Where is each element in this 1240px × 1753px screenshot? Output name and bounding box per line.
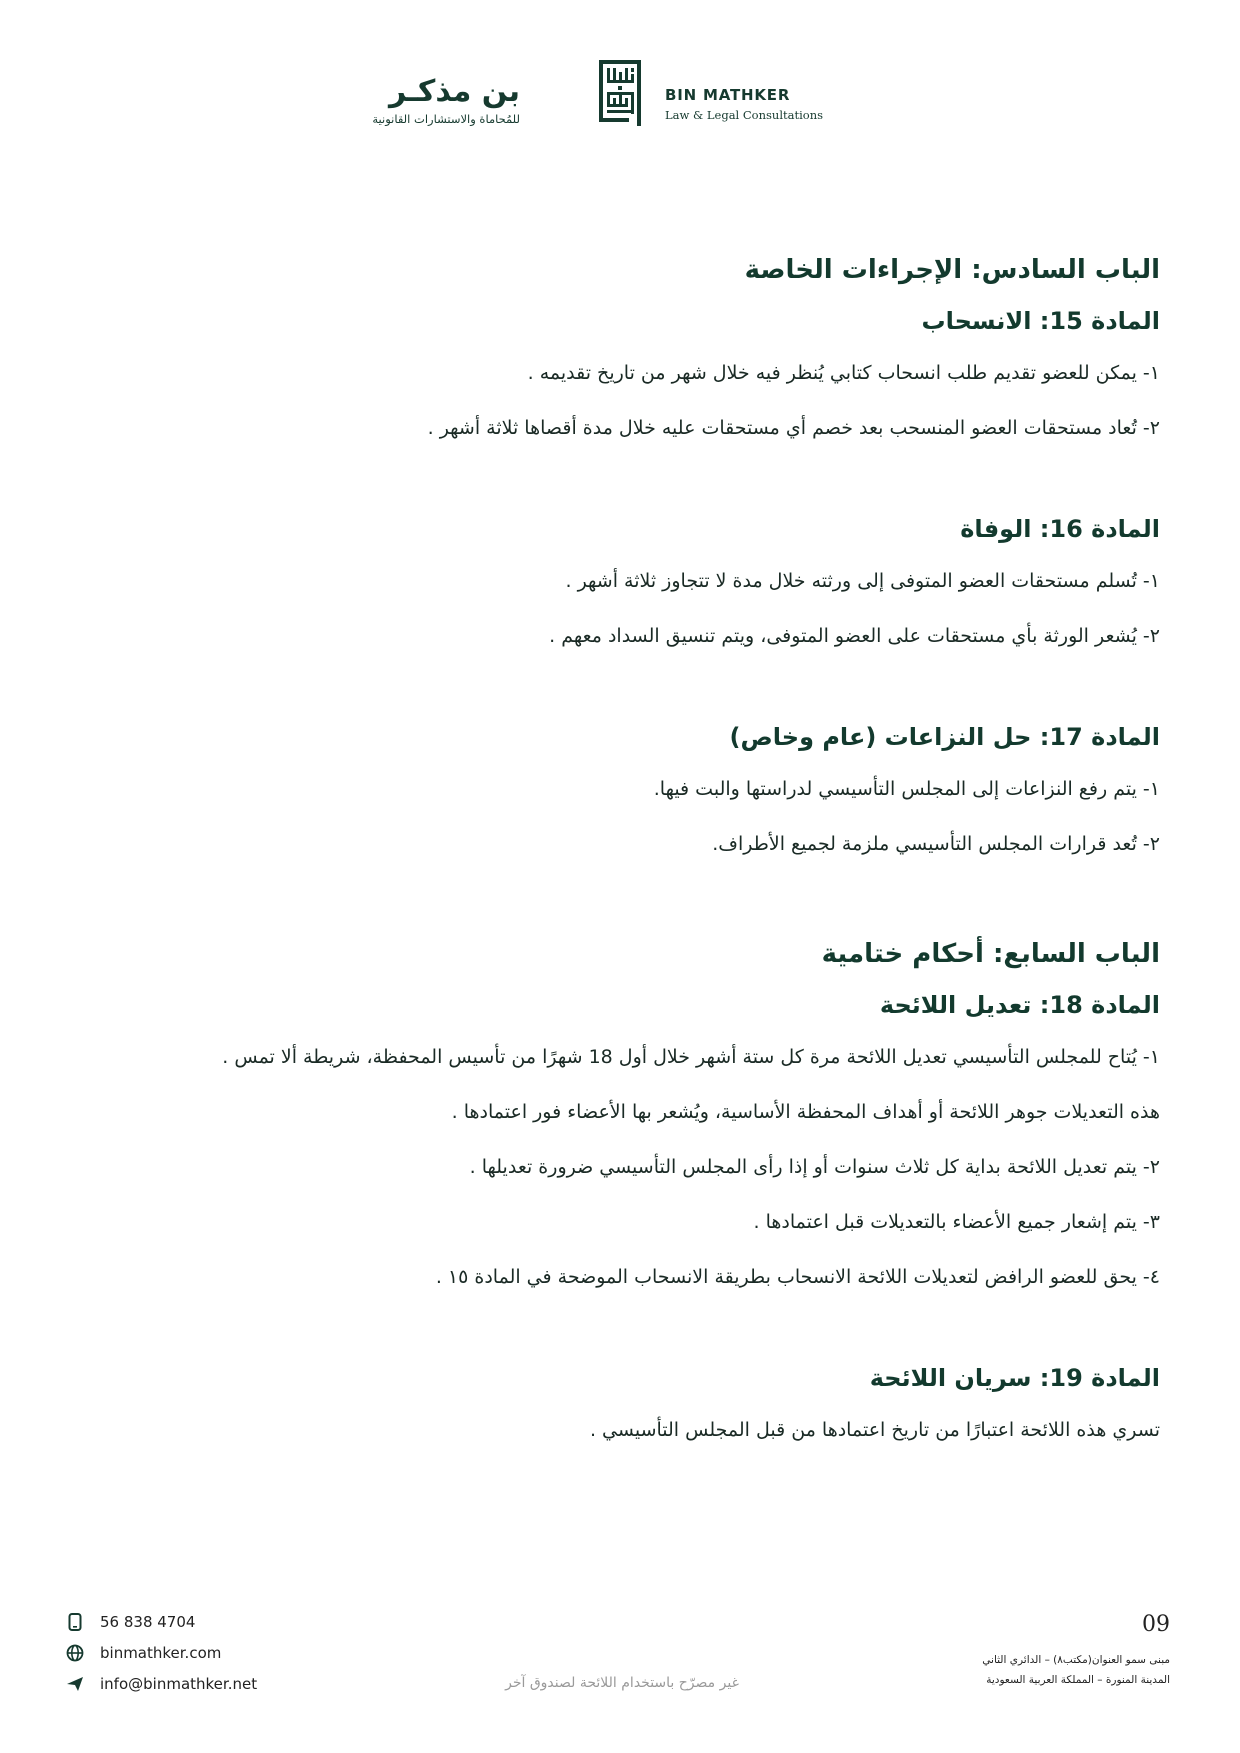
phone-number[interactable]: 56 838 4704 bbox=[100, 1612, 196, 1631]
page-number: 09 bbox=[1142, 1612, 1170, 1637]
chapter-7-title: الباب السابع: أحكام ختامية bbox=[821, 939, 1160, 969]
article-16-clause-2: ٢- يُشعر الورثة بأي مستحقات على العضو المتوفى، ويتم تنسيق السداد معهم . bbox=[549, 625, 1160, 647]
article-17-clause-1: ١- يتم رفع النزاعات إلى المجلس التأسيسي لدراستها والبت فيها. bbox=[653, 778, 1160, 800]
article-18-clause-3: ٣- يتم إشعار جميع الأعضاء بالتعديلات قبل اعتمادها . bbox=[753, 1211, 1160, 1233]
article-17 bbox=[80, 718, 1160, 859]
article-19 bbox=[80, 1359, 1160, 1445]
office-address bbox=[982, 1650, 1170, 1690]
article-17-title: المادة 17: حل النزاعات (عام وخاص) bbox=[729, 723, 1160, 751]
contact-website bbox=[66, 1637, 257, 1668]
article-18-title: المادة 18: تعديل اللائحة bbox=[879, 991, 1160, 1019]
article-18 bbox=[80, 986, 1160, 1292]
article-15-title: المادة 15: الانسحاب bbox=[921, 307, 1160, 335]
logo-english-subtitle: Law & Legal Consultations bbox=[665, 108, 824, 122]
logo-english-name: BIN MATHKER bbox=[665, 86, 791, 104]
logo-arabic-name: بن مذكـر bbox=[389, 74, 520, 109]
contact-email bbox=[66, 1668, 257, 1699]
contact-phone bbox=[66, 1606, 257, 1637]
address-line-2: المدينة المنورة – المملكة العربية السعودية bbox=[986, 1674, 1170, 1686]
phone-icon bbox=[66, 1613, 84, 1631]
article-17-clause-2: ٢- تُعد قرارات المجلس التأسيسي ملزمة لجميع الأطراف. bbox=[712, 833, 1160, 855]
article-15-clause-2: ٢- تُعاد مستحقات العضو المنسحب بعد خصم أي مستحقات عليه خلال مدة أقصاها ثلاثة أشهر . bbox=[427, 417, 1160, 439]
address-line-1: مبنى سمو العنوان(مكتب٨) – الدائري الثاني bbox=[982, 1654, 1170, 1666]
logo-arabic bbox=[372, 75, 520, 129]
article-16-clause-1: ١- تُسلم مستحقات العضو المتوفى إلى ورثته خلال مدة لا تتجاوز ثلاثة أشهر . bbox=[565, 570, 1160, 592]
globe-icon bbox=[66, 1644, 84, 1662]
letterhead bbox=[0, 55, 1240, 145]
article-15 bbox=[80, 302, 1160, 443]
kufic-logo-icon bbox=[599, 60, 641, 126]
logo-english bbox=[665, 85, 823, 125]
article-19-clause-1: تسري هذه اللائحة اعتبارًا من تاريخ اعتمادها من قبل المجلس التأسيسي . bbox=[589, 1419, 1160, 1441]
article-19-title: المادة 19: سريان اللائحة bbox=[869, 1364, 1160, 1392]
chapter-6-title: الباب السادس: الإجراءات الخاصة bbox=[744, 255, 1160, 285]
document-body bbox=[80, 250, 1160, 1470]
usage-disclaimer: غير مصرّح باستخدام اللائحة لصندوق آخر bbox=[505, 1675, 739, 1691]
article-16-title: المادة 16: الوفاة bbox=[960, 515, 1160, 543]
article-18-clause-1-continued: هذه التعديلات جوهر اللائحة أو أهداف المحفظة الأساسية، ويُشعر بها الأعضاء فور اعتمادها . bbox=[451, 1101, 1160, 1123]
website-link[interactable]: binmathker.com bbox=[100, 1643, 222, 1662]
article-18-clause-1: ١- يُتاح للمجلس التأسيسي تعديل اللائحة مرة كل ستة أشهر خلال أول 18 شهرًا من تأسيس المحفظة، شريطة ألا تمس . bbox=[222, 1046, 1160, 1068]
email-link[interactable]: info@binmathker.net bbox=[100, 1674, 258, 1693]
article-18-clause-2: ٢- يتم تعديل اللائحة بداية كل ثلاث سنوات أو إذا رأى المجلس التأسيسي ضرورة تعديلها . bbox=[469, 1156, 1160, 1178]
logo-arabic-subtitle: للمُحاماة والاستشارات القانونية bbox=[372, 112, 520, 126]
article-16 bbox=[80, 510, 1160, 651]
article-15-clause-1: ١- يمكن للعضو تقديم طلب انسحاب كتابي يُنظر فيه خلال شهر من تاريخ تقديمه . bbox=[527, 362, 1160, 384]
article-18-clause-4: ٤- يحق للعضو الرافض لتعديلات اللائحة الانسحاب بطريقة الانسحاب الموضحة في المادة ١٥ . bbox=[435, 1266, 1160, 1288]
footer-contacts bbox=[66, 1606, 257, 1699]
send-icon bbox=[66, 1675, 84, 1693]
